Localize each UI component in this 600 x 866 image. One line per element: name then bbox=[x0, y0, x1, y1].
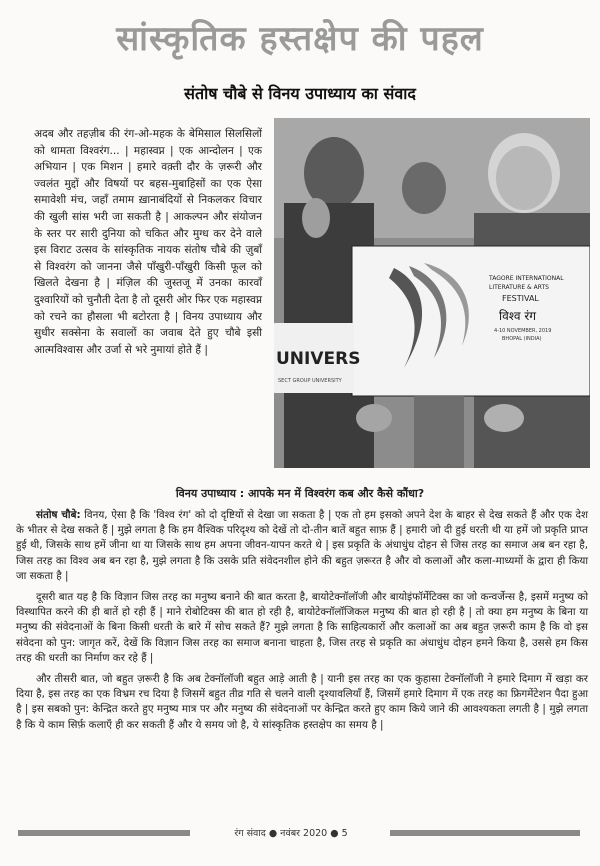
footer-publication: रंग संवाद ● नवंबर 2020 ● bbox=[234, 828, 339, 839]
speaker-name: संतोष चौबे: bbox=[36, 509, 81, 521]
answer-paragraph-2: दूसरी बात यह है कि विज्ञान जिस तरह का मनुष्य बनाने की बात करता है, बायोटेक्नॉलॉजी और बायोइंफॉर्मेटिक्स का जो कन्वर्जेन्स है, इसमें मनुष्य को विस्थापित करने की ही बातें हो रही हैं | माने रोबोटिक्स की बात हो रही है, बायोटेक्नॉलॉजिकल मनुष्य की बात हो रही है | तो क्या हम मनुष्य के बिना या मनुष्य की संवेदनाओं के बिना किसी धरती के बारे में सोच सकते हैं? मुझे लगता है कि साहित्यकारों और कलाओं का अब बहुत ज़रूरी काम है कि वो इस संवेदना को पुन: जागृत करें, देखें कि विज्ञान जिस तरह का समाज बनाना चाहता है, जिस तरह से प्रकृति का अंधाधुंध दोहन हमने किया है, उससे हम किस तरह की धरती का निर्माण कर रहे हैं | bbox=[16, 591, 588, 664]
poster-line1: TAGORE INTERNATIONAL bbox=[489, 275, 564, 282]
answer-body bbox=[16, 508, 588, 739]
poster-date: 4-10 NOVEMBER, 2019 bbox=[494, 328, 552, 334]
sign-text: UNIVERS bbox=[276, 349, 361, 369]
footer-rule-left bbox=[18, 830, 190, 836]
answer-paragraph-1 bbox=[16, 508, 588, 584]
poster-line2: LITERATURE & ARTS bbox=[489, 284, 549, 291]
sign-small: SECT GROUP UNIVERSITY bbox=[278, 378, 342, 384]
footer-rule-right bbox=[390, 830, 580, 836]
festival-photo bbox=[274, 118, 590, 468]
interview-question: विनय उपाध्याय : आपके मन में विश्वरंग कब और कैसे कौंधा? bbox=[175, 487, 425, 500]
page-footer bbox=[0, 826, 600, 840]
poster-city: BHOPAL (INDIA) bbox=[502, 336, 542, 342]
answer-text-1: विनय, ऐसा है कि 'विश्व रंग' को दो दृष्टियों से देखा जा सकता है | एक तो हम इसको अपने देश के बाहर से देख सकते हैं और एक देश के भीतर से देख सकते हैं | मुझे लगता है कि हम वैश्विक परिदृश्य को देखें तो दो-तीन बातें बहुत साफ़ हैं | हमारी जो दी हुई धरती थी या हमें जो प्रकृति प्राप्त हुई थी, जिसके साथ हमें जीना था या जिसके साथ हम अपना जीवन-यापन करते थे | इस प्रकृति के अंधाधुंध दोहन से जिस तरह का समाज अब बन रहा है, जिस तरह का विश्व अब बन रहा है, मुझे लगता है कि उसके प्रति संवेदनशील होने की बहुत ज़रूरत है और वो कलाओं और कला-माध्यमों के द्वारा ही किया जा सकता है | bbox=[16, 509, 588, 582]
page-title: सांस्कृतिक हस्तक्षेप की पहल bbox=[116, 19, 484, 59]
answer-paragraph-3: और तीसरी बात, जो बहुत ज़रूरी है कि अब टेक्नॉलॉजी बहुत आड़े आती है | यानी इस तरह का एक कुहासा टेक्नॉलॉजी ने हमारे दिमाग में खड़ा कर दिया है, इस तरह का एक विभ्रम रच दिया है जिसमें बहुत तीव्र गति से चलने वाली दृश्यावलियाँ हैं, जिसमें हमारे दिमाग में एक तरह का फ्रिगमेंटेशन पैदा हुआ है | इस सबको पुन: केन्द्रित करते हुए मनुष्य मात्र पर और मनुष्य की संवेदनाओं पर केन्द्रित करते हुए काम किये जाने की आवश्यकता लगती है | मुझे लगता है कि ये काम सिर्फ़ कलाएँ ही कर सकती हैं और ये समय जो है, ये सांस्कृतिक हस्तक्षेप का समय है | bbox=[16, 673, 588, 731]
interview-subtitle: संतोष चौबे से विनय उपाध्याय का संवाद bbox=[184, 84, 416, 103]
poster-hindi: विश्व रंग bbox=[499, 309, 537, 323]
footer-text bbox=[196, 826, 386, 839]
page-number: 5 bbox=[341, 828, 348, 839]
intro-paragraph: अदब और तहज़ीब की रंग-ओ-महक के बेमिसाल सिलसिलों को थामता विश्वरंग... | महास्वप्न | एक आन्दोलन | एक अभियान | एक मिशन | हमारे वक़्ती दौर के ज़रूरी और ज्वलंत मुद्दों और विषयों पर बहस-मुबाहिसों का एक ऐसा समावेशी मंच, जहाँ तमाम ख़ानाबंदियों से निकलकर विचार की खुली सांस भरी जा सकती है | आकल्पन और संयोजन के स्तर पर सारी दुनिया को चकित और मुग्ध कर देने वाले इस विराट उत्सव के सांस्कृतिक नायक संतोष चौबे की ज़ुबाँ से विश्वरंग को जानना जैसे पाँखुरी-पाँखुरी किसी फूल को खिलते देखना है | मंज़िल की जुस्तजू में उनका कारवाँ दुश्वारियों को चुनौती देता है तो दूसरी ओर फिर एक महास्वप्न को रचने का हौसला भी बटोरता है | विनय उपाध्याय और सुधीर सक्सेना के सवालों का जवाब देते हुए चौबे इसी आत्मविश्वास और उर्जा से भरे नुमायां होते हैं | bbox=[34, 128, 262, 356]
poster-line3: FESTIVAL bbox=[502, 294, 539, 303]
